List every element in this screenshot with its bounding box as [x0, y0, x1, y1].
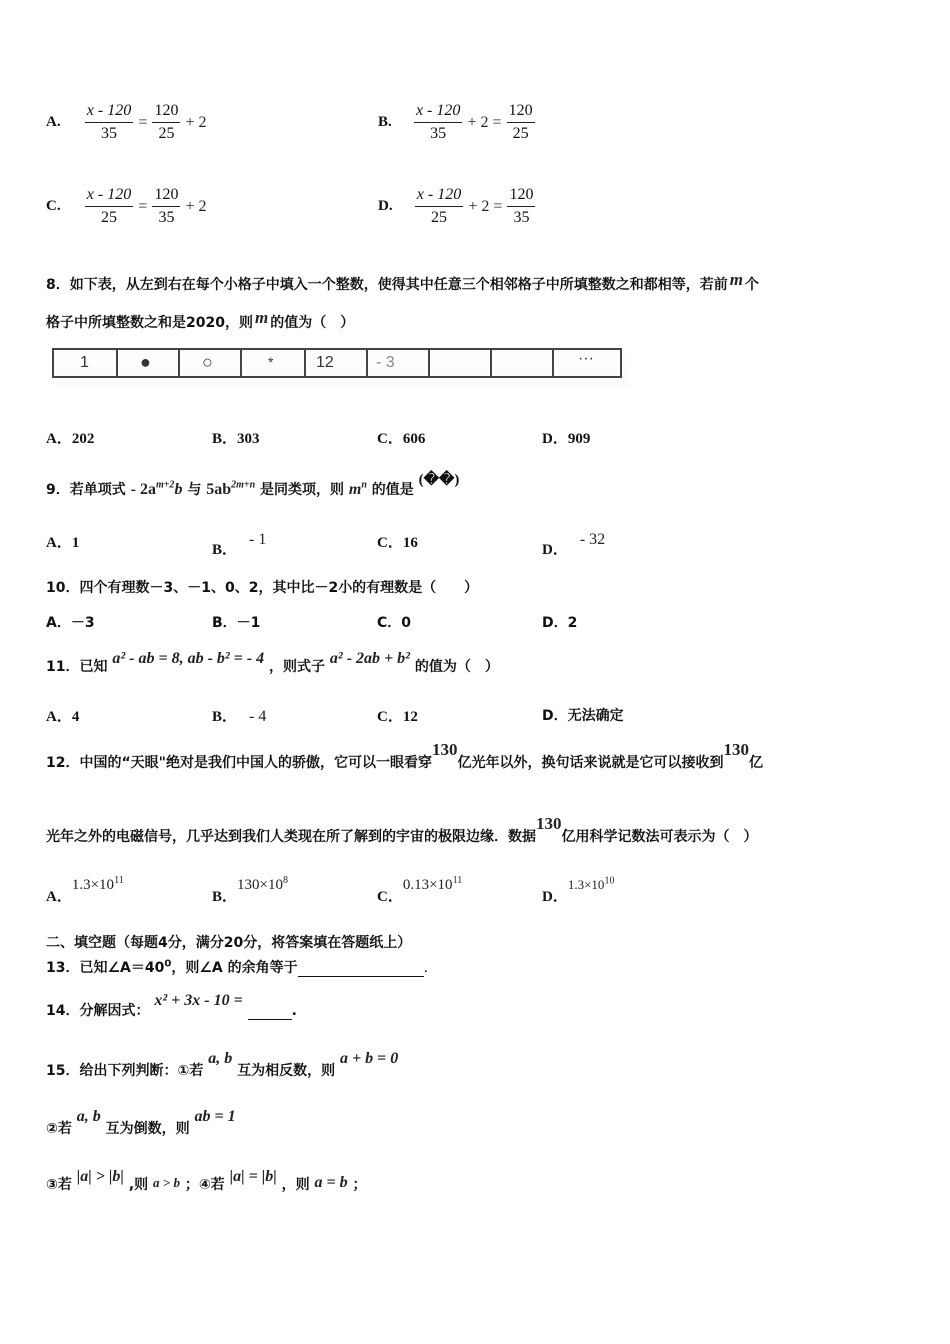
option-label: A.: [46, 114, 61, 130]
strip-cell: ○: [178, 348, 242, 378]
math-condition: a² - ab = 8, ab - b² = - 4: [112, 650, 265, 667]
q15-line2: ②若 a, b 互为倒数，则 ab = 1: [46, 1108, 236, 1137]
q14-stem: 14．分解因式： x² + 3x - 10 = .: [46, 992, 297, 1019]
q10-stem: 10．四个有理数－3、－1、0、2，其中比－2小的有理数是（ ）: [46, 580, 479, 596]
option-label: D.: [378, 198, 393, 214]
q10-option-a[interactable]: A．－3: [46, 615, 95, 631]
q10-option-b[interactable]: B．－1: [212, 615, 261, 631]
q7-option-c[interactable]: C. $\frac{x - 120}{25}$ = $\frac{120}{35}$ + 2: [46, 184, 207, 229]
q10-option-d[interactable]: D．2: [542, 615, 578, 631]
fraction: $\frac{x - 120}{35}$: [86, 102, 132, 142]
q8-stem-line1: 8．如下表，从左到右在每个小格子中填入一个整数，使得其中任意三个相邻格子中所填整数之和都相等，若前 m 个: [46, 270, 759, 293]
answer-blank[interactable]: [298, 962, 424, 977]
fraction: $\frac{120}{35}$: [154, 186, 179, 226]
math-term: - $2a^{m+2}b$: [130, 479, 183, 498]
strip-cell: 1: [52, 348, 118, 378]
q8-option-b[interactable]: B．303: [212, 431, 260, 447]
fraction: $\frac{x - 120}{35}$: [415, 102, 461, 142]
q12-option-a[interactable]: A．$1.3\times 10^{11}$: [46, 875, 124, 905]
fraction: $\frac{120}{25}$: [508, 102, 533, 142]
q7-option-b[interactable]: B. $\frac{x - 120}{35}$ + 2 = $\frac{120}{25}$: [378, 100, 535, 145]
q9-option-c[interactable]: C．16: [377, 535, 418, 551]
q11-stem: 11．已知 a² - ab = 8, ab - b² = - 4 ，则式子 a² - 2ab + b² 的值为（ ）: [46, 650, 499, 675]
q8-stem-line2: 格子中所填整数之和是2020，则 m 的值为（ ）: [46, 308, 355, 331]
fraction: $\frac{120}{25}$: [154, 102, 179, 142]
q11-option-c[interactable]: C．12: [377, 709, 418, 725]
q8-option-c[interactable]: C．606: [377, 431, 426, 447]
fraction: $\frac{x - 120}{25}$: [86, 186, 132, 226]
strip-cell: ···: [552, 348, 622, 378]
strip-cell: [490, 348, 554, 378]
option-label: B.: [378, 114, 392, 130]
fraction: $\frac{x - 120}{25}$: [416, 186, 462, 226]
q11-option-d[interactable]: D．无法确定: [542, 708, 624, 724]
q9-option-b[interactable]: B．- 1: [212, 531, 267, 558]
math-term: $5ab^{2m+n}$: [206, 479, 256, 498]
answer-blank[interactable]: [248, 997, 292, 1020]
strip-cell: - 3: [366, 348, 430, 378]
q10-option-c[interactable]: C．0: [377, 615, 412, 631]
q12-option-c[interactable]: C．$0.13\times 10^{11}$: [377, 875, 463, 905]
math-expression: x² + 3x - 10 =: [154, 992, 243, 1009]
strip-cell: 12: [304, 348, 368, 378]
q13-stem: 13．已知$\angle A=40^0$，则∠A 的余角等于 .: [46, 958, 429, 976]
q12-option-b[interactable]: B．$130\times 10^8$: [212, 875, 288, 905]
q11-option-a[interactable]: A．4: [46, 709, 80, 725]
q9-option-a[interactable]: A．1: [46, 535, 80, 551]
q7-option-d[interactable]: D. $\frac{x - 120}{25}$ + 2 = $\frac{120}{35}$: [378, 184, 535, 229]
q15-line3: ③若 |a| > |b| ,则 a > b ；④若 |a| = |b| ，则 a = b ；: [46, 1168, 367, 1193]
q12-stem-line1: 12．中国的“天眼"绝对是我们中国人的骄傲，它可以一眼看穿130亿光年以外，换句话来说就是它可以接收到130亿: [46, 740, 763, 771]
strip-cell: [428, 348, 492, 378]
math-expression: a² - 2ab + b²: [329, 650, 410, 667]
section-2-title: 二、填空题（每题4分，满分20分，将答案填在答题纸上）: [46, 935, 412, 951]
math-term: $m^n$: [348, 479, 367, 498]
q9-option-d[interactable]: D．- 32: [542, 531, 606, 558]
fraction: $\frac{120}{35}$: [509, 186, 534, 226]
strip-cell: ●: [116, 348, 180, 378]
strip-cell: *: [240, 348, 306, 378]
q7-option-a[interactable]: A. $\frac{x - 120}{35}$ = $\frac{120}{25}$ + 2: [46, 100, 207, 145]
q12-stem-line2: 光年之外的电磁信号，几乎达到我们人类现在所了解到的宇宙的极限边缘．数据130亿用科学记数法可表示为（ ）: [46, 814, 758, 845]
q11-option-b[interactable]: B． - 4: [212, 708, 267, 725]
q8-number-strip: [52, 340, 630, 386]
q8-option-d[interactable]: D．909: [542, 431, 591, 447]
q9-stem: 9．若单项式 - $2a^{m+2}b$ 与 $5ab^{2m+n}$ 是同类项，则 $m^n$ 的值是 (��): [46, 472, 460, 498]
option-label: C.: [46, 198, 61, 214]
q15-line1: 15．给出下列判断：①若 a, b 互为相反数，则 a + b = 0: [46, 1050, 399, 1079]
q12-option-d[interactable]: D．$1.3\times 10^{10}$: [542, 875, 615, 905]
q8-option-a[interactable]: A．202: [46, 431, 95, 447]
